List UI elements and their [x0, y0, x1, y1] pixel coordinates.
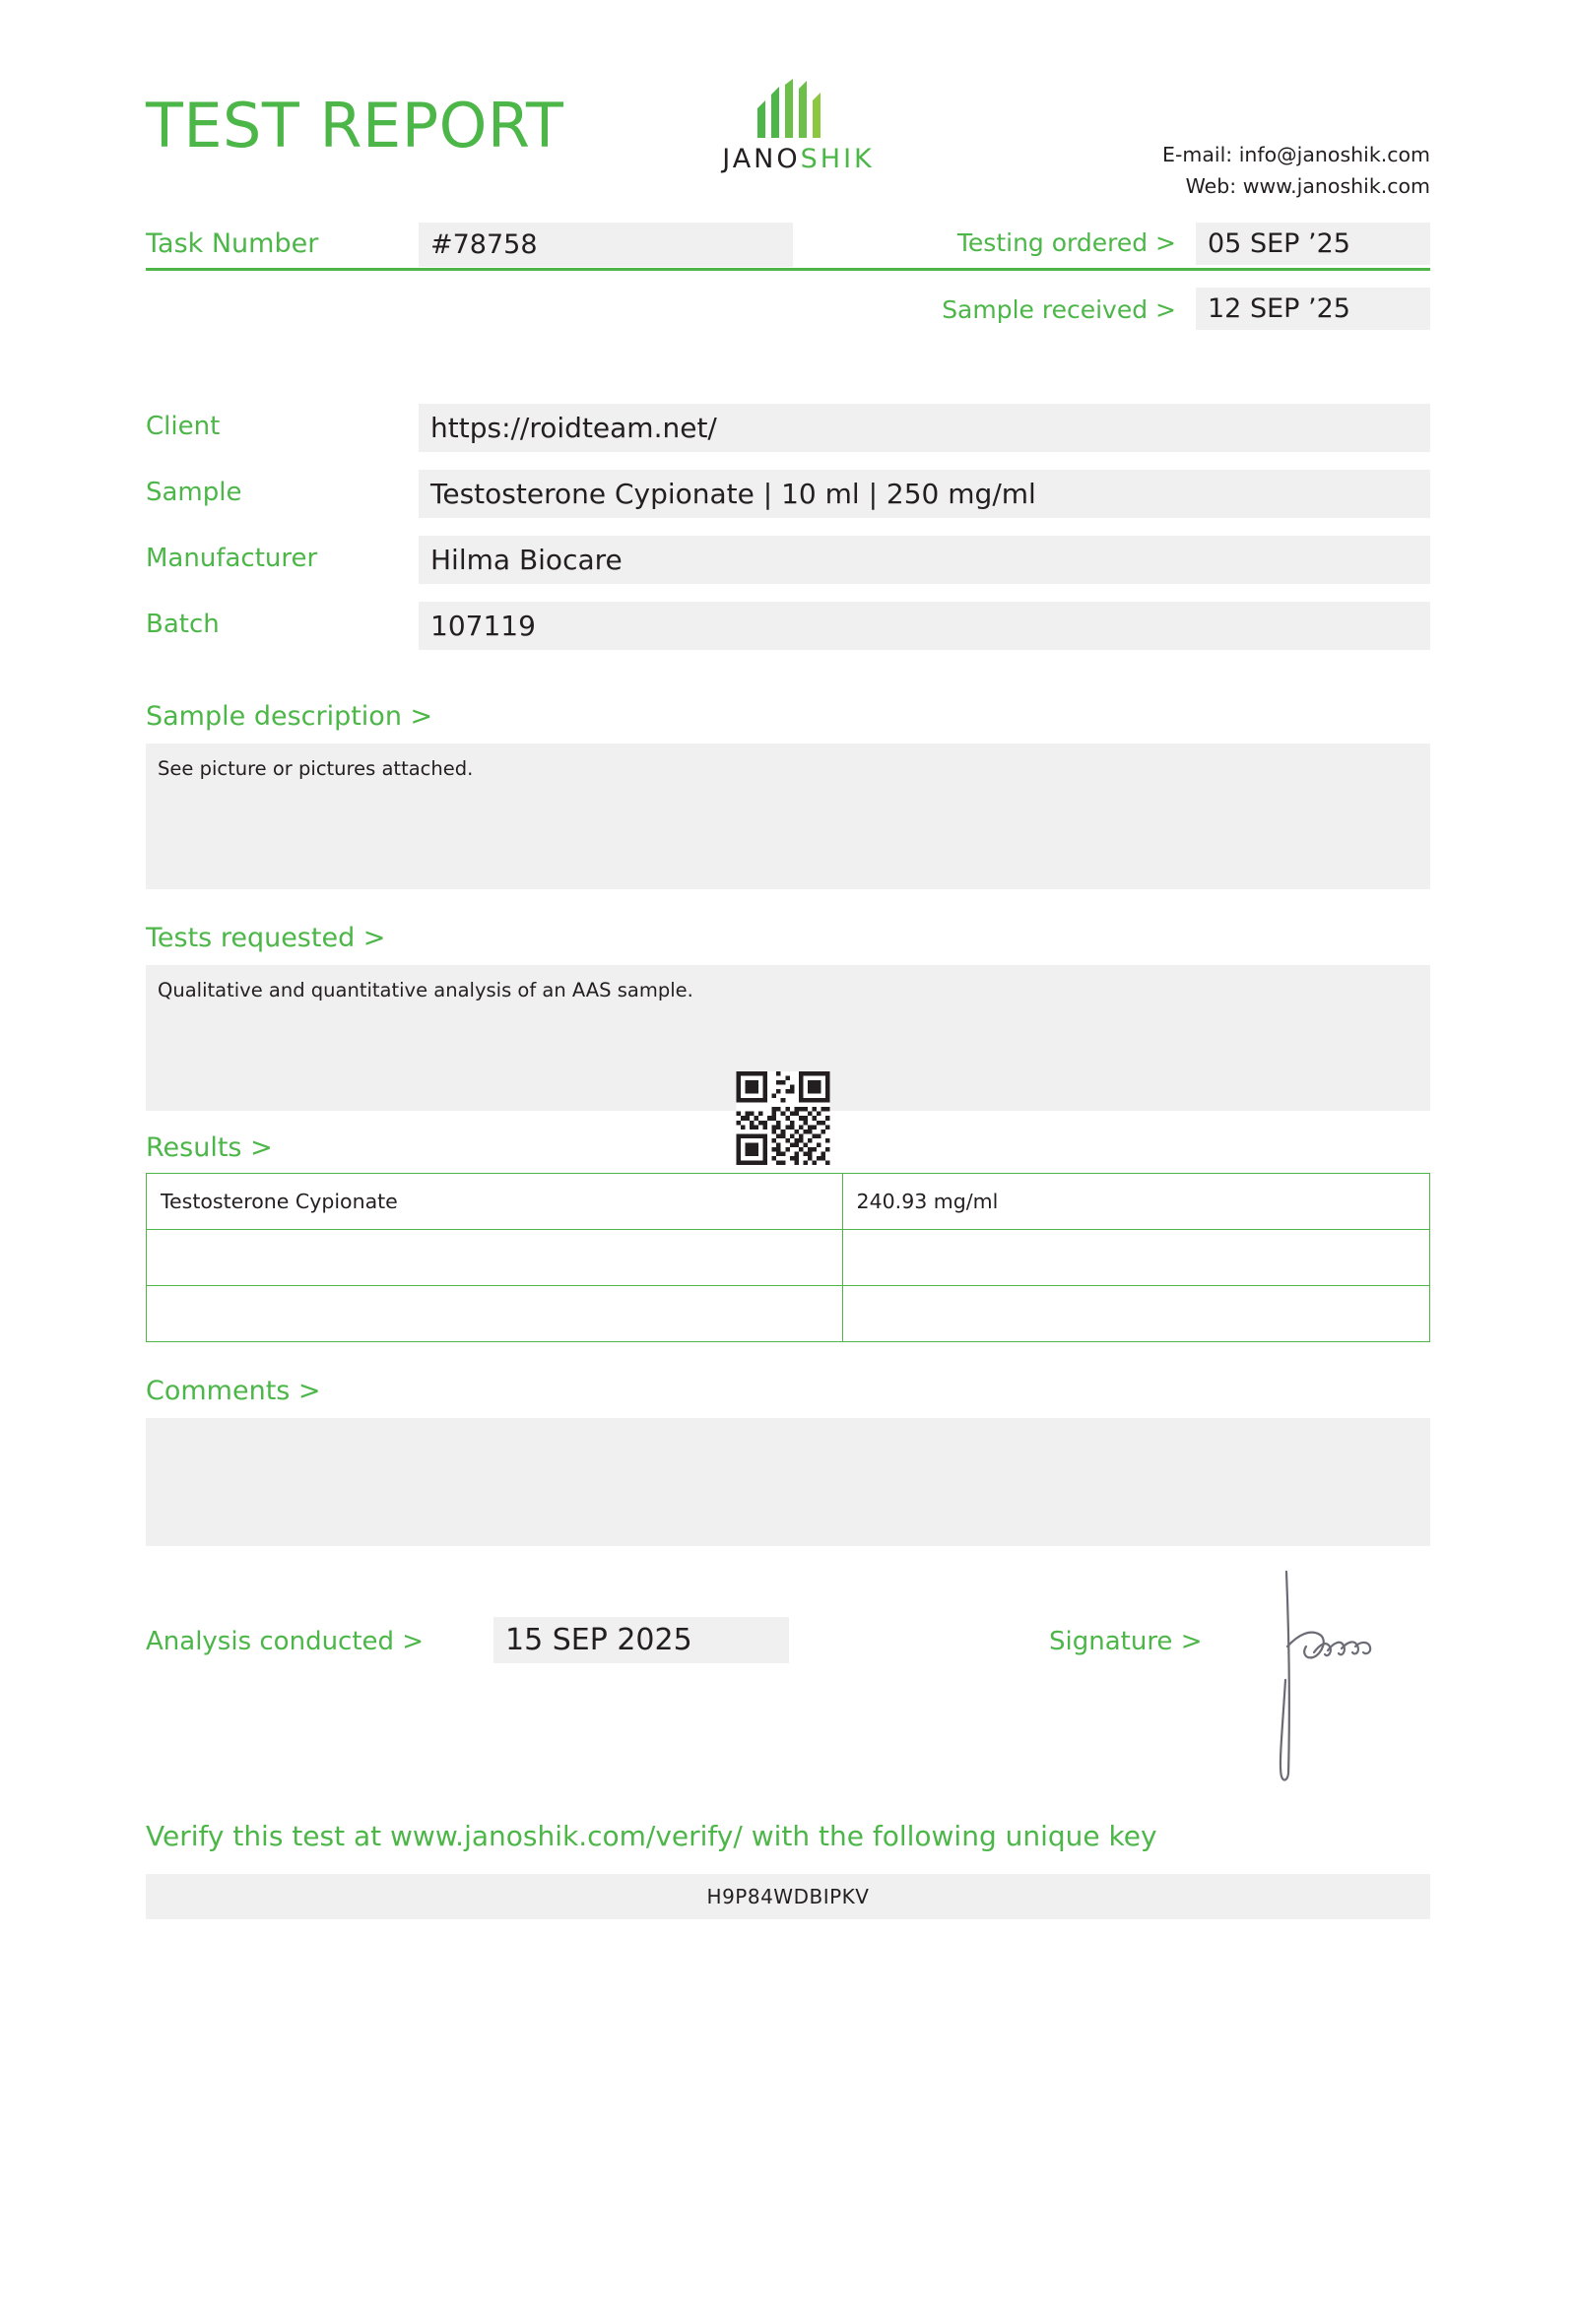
batch-value: 107119	[419, 602, 1430, 650]
manufacturer-value: Hilma Biocare	[419, 536, 1430, 584]
qr-code-icon	[729, 1071, 837, 1165]
sample-description-section	[146, 701, 1430, 889]
info-row-client	[146, 404, 1430, 470]
contact-info	[1162, 140, 1430, 203]
brand-name	[692, 144, 904, 174]
brand-logo	[692, 79, 904, 174]
verify-text: Verify this test at www.janoshik.com/verify/ with the following unique key	[146, 1820, 1157, 1852]
page-title: TEST REPORT	[146, 90, 564, 161]
result-name	[147, 1230, 843, 1286]
testing-ordered-label: Testing ordered >	[956, 228, 1176, 257]
tests-requested-box: Qualitative and quantitative analysis of an AAS sample.	[146, 965, 1430, 1111]
unique-key: H9P84WDBIPKV	[146, 1874, 1430, 1919]
batch-label: Batch	[146, 610, 220, 639]
comments-title: Comments >	[146, 1376, 321, 1406]
analysis-conducted-date: 15 SEP 2025	[493, 1617, 789, 1663]
task-number-label: Task Number	[146, 228, 319, 259]
comments-section	[146, 1376, 1430, 1546]
sample-received-label: Sample received >	[942, 295, 1176, 324]
report-content	[146, 0, 1430, 1919]
table-row	[147, 1174, 1430, 1230]
info-row-sample	[146, 470, 1430, 536]
comments-box	[146, 1418, 1430, 1546]
contact-email: E-mail: info@janoshik.com	[1162, 143, 1430, 166]
results-table	[146, 1173, 1430, 1342]
mountain-logo-icon	[740, 79, 858, 140]
sample-info-block	[146, 404, 1430, 668]
table-row	[147, 1286, 1430, 1342]
signature-label: Signature >	[1049, 1627, 1203, 1656]
manufacturer-label: Manufacturer	[146, 544, 318, 573]
result-value	[842, 1286, 1429, 1342]
task-number-value: #78758	[419, 223, 793, 267]
sample-description-box: See picture or pictures attached.	[146, 743, 1430, 889]
result-value	[842, 1230, 1429, 1286]
table-row	[147, 1230, 1430, 1286]
result-name	[147, 1286, 843, 1342]
testing-ordered-value: 05 SEP ’25	[1196, 223, 1430, 265]
signature-mark	[1259, 1562, 1436, 1788]
results-section	[146, 1132, 1430, 1342]
signature-section	[146, 1613, 1430, 1810]
result-value: 240.93 mg/ml	[842, 1174, 1429, 1230]
info-row-batch	[146, 602, 1430, 668]
sample-received-value: 12 SEP ’25	[1196, 288, 1430, 330]
client-label: Client	[146, 412, 221, 441]
client-value: https://roidteam.net/	[419, 404, 1430, 452]
analysis-conducted-label: Analysis conducted >	[146, 1627, 425, 1656]
task-section	[146, 223, 1430, 329]
brand-name-dark: JANO	[722, 144, 801, 174]
sample-value: Testosterone Cypionate | 10 ml | 250 mg/ml	[419, 470, 1430, 518]
report-header	[146, 0, 1430, 198]
info-row-manufacturer	[146, 536, 1430, 602]
sample-description-title: Sample description >	[146, 701, 433, 732]
result-name: Testosterone Cypionate	[147, 1174, 843, 1230]
sample-label: Sample	[146, 478, 242, 507]
brand-name-green: SHIK	[800, 144, 875, 174]
results-title: Results >	[146, 1132, 273, 1163]
contact-web: Web: www.janoshik.com	[1185, 173, 1430, 198]
tests-requested-title: Tests requested >	[146, 923, 386, 953]
